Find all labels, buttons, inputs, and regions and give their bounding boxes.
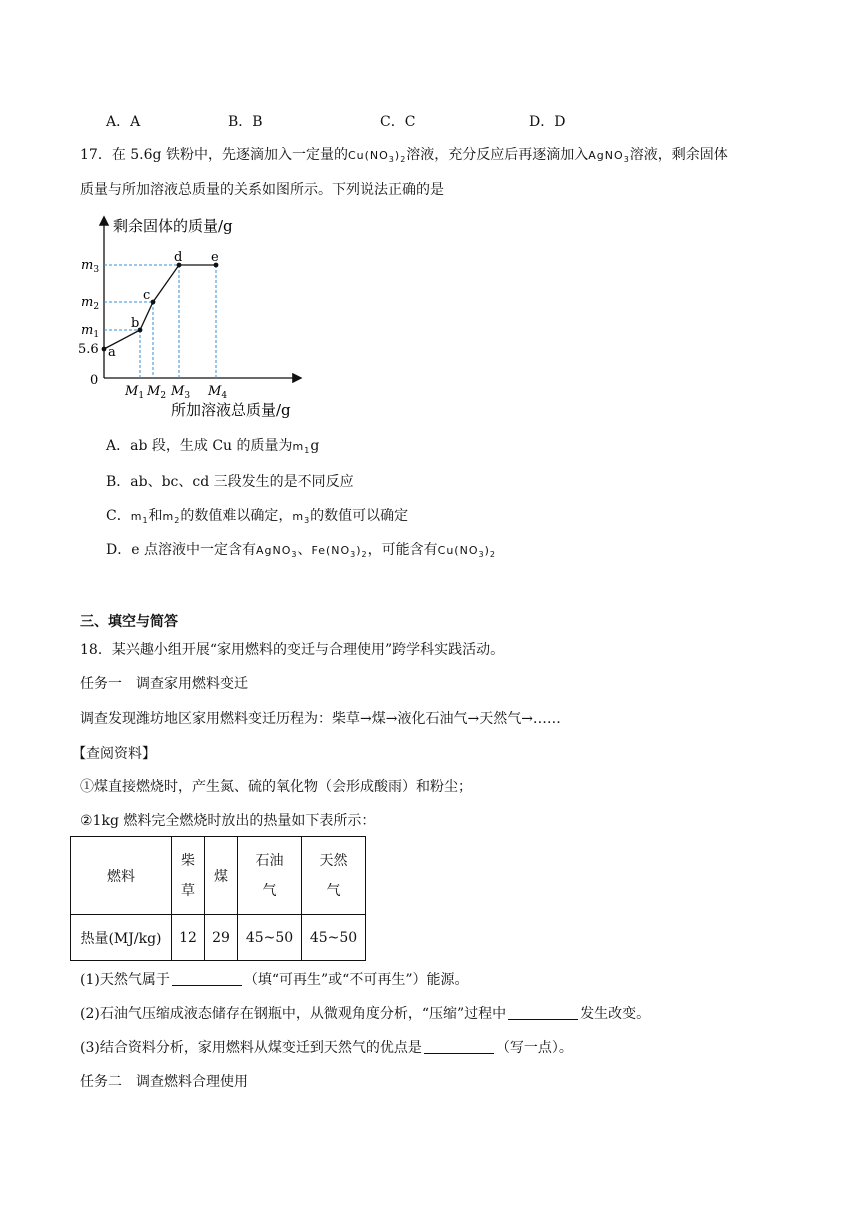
q17-option-a: A．ab 段，生成 Cu 的质量为$m_1g$: [106, 438, 320, 455]
cell-coal: 29: [205, 915, 238, 961]
question-3: (3)结合资料分析，家用燃料从煤变迁到天然气的优点是 （写一点）。: [80, 1040, 573, 1056]
y-axis-title: 剩余固体的质量/g: [113, 217, 233, 235]
point-label-b: b: [131, 316, 140, 331]
option-d: D．D: [529, 114, 566, 130]
reference-heading: 【查阅资料】: [72, 746, 156, 762]
question-1: (1)天然气属于 （填“可再生”或“不可再生”）能源。: [80, 972, 469, 988]
header-fuel: 燃料: [71, 837, 172, 915]
series-line: [104, 265, 216, 349]
answer-blank-2[interactable]: [508, 1005, 578, 1020]
y-tick-m1: $m_1$: [81, 323, 100, 340]
task2-heading: 任务二 调查燃料合理使用: [80, 1074, 248, 1090]
mass-chart: [75, 210, 320, 425]
q17-option-c: C．$m_1$和$m_2$的数值难以确定，$m_3$的数值可以确定: [106, 508, 409, 525]
point-label-a: a: [108, 345, 116, 360]
option-c: C．C: [380, 114, 416, 130]
table-row: [71, 915, 366, 961]
x-tick-M3: $M_3$: [171, 384, 191, 401]
q17-stem-line1: 17．在 5.6g 铁粉中，先逐滴加入一定量的$Cu(NO_3)_2$溶液，充分反应后再逐滴加入AgNO$_3$溶液，剩余固体: [80, 147, 728, 164]
y-tick-m2: $m_2$: [81, 295, 100, 312]
x-tick-M2: $M_2$: [147, 384, 167, 401]
y-tick-5-6: 5.6: [78, 342, 99, 357]
header-natural-gas: 天然 气: [302, 837, 366, 915]
point-label-e: e: [211, 250, 219, 265]
option-b: B．B: [228, 114, 263, 130]
point-label-c: c: [143, 288, 151, 303]
header-coal: 煤: [205, 837, 238, 915]
cell-chaicao: 12: [172, 915, 205, 961]
x-axis-title: 所加溶液总质量/g: [171, 401, 291, 419]
point-c: [151, 300, 156, 305]
x-tick-M4: $M_4$: [208, 384, 228, 401]
answer-blank-1[interactable]: [172, 971, 242, 986]
cell-natural-gas: 45~50: [302, 915, 366, 961]
cell-lpg: 45~50: [238, 915, 302, 961]
header-lpg: 石油 气: [238, 837, 302, 915]
q17-option-d: D．e 点溶液中一定含有AgNO$_3$、$Fe(NO_3)_2$，可能含有$Cu(NO_3)_2$: [106, 542, 496, 559]
row-label-heat: 热量(MJ/kg): [71, 915, 172, 961]
table-header-row: [71, 837, 366, 915]
reference-2: ②1kg 燃料完全燃烧时放出的热量如下表所示：: [80, 813, 376, 829]
guide-lines: [104, 265, 216, 378]
option-a: A．A: [106, 114, 141, 130]
q17-option-b: B．ab、bc、cd 三段发生的是不同反应: [106, 474, 354, 490]
finding-text: 调查发现潍坊地区家用燃料变迁历程为：柴草→煤→液化石油气→天然气→……: [80, 711, 561, 727]
q18-stem: 18．某兴趣小组开展“家用燃料的变迁与合理使用”跨学科实践活动。: [80, 642, 505, 658]
x-tick-M1: $M_1$: [125, 384, 145, 401]
point-a: [102, 347, 107, 352]
y-tick-m3: $m_3$: [81, 258, 100, 275]
reference-1: ①煤直接燃烧时，产生氮、硫的氧化物（会形成酸雨）和粉尘；: [80, 779, 472, 795]
answer-blank-3[interactable]: [424, 1039, 494, 1054]
fuel-heat-table: [70, 836, 366, 961]
y-tick-0: 0: [90, 373, 99, 388]
header-chaicao: 柴 草: [172, 837, 205, 915]
section-title: 三、填空与简答: [80, 614, 178, 630]
task1-heading: 任务一 调查家用燃料变迁: [80, 676, 248, 692]
point-label-d: d: [174, 250, 183, 265]
q17-stem-line2: 质量与所加溶液总质量的关系如图所示。下列说法正确的是: [80, 182, 444, 198]
question-2: (2)石油气压缩成液态储存在钢瓶中，从微观角度分析，“压缩”过程中 发生改变。: [80, 1006, 651, 1022]
